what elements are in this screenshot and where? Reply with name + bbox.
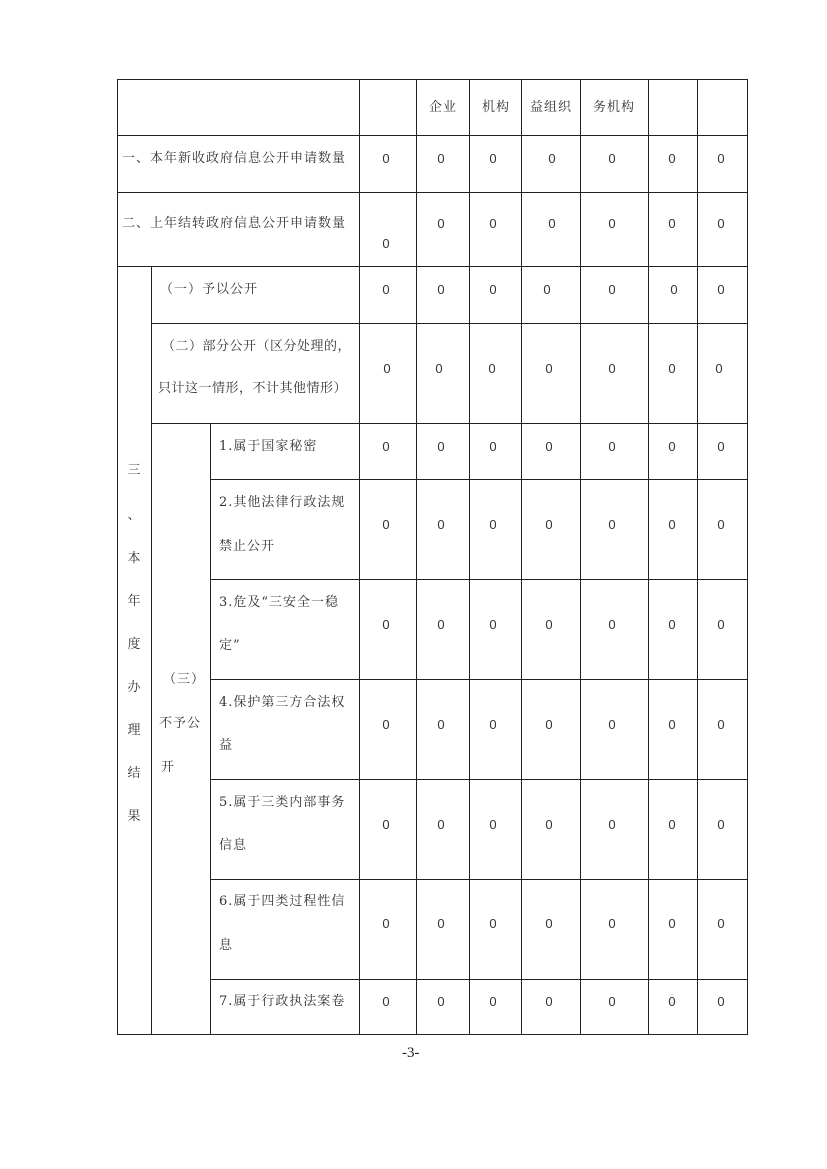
cell-value: 0	[437, 817, 445, 832]
cell-value: 0	[489, 817, 497, 832]
cell-value: 0	[382, 916, 390, 931]
cell-value: 0	[382, 994, 390, 1009]
cell-value: 0	[382, 236, 390, 251]
cell-value: 0	[715, 361, 723, 376]
section3-char: 年	[127, 594, 141, 609]
cell-value: 0	[668, 361, 676, 376]
cell-value: 0	[382, 617, 390, 632]
cell-value: 0	[608, 517, 616, 532]
cell-value: 0	[608, 916, 616, 931]
row-label-process-info-line2: 息	[219, 938, 234, 953]
cell-value: 0	[437, 916, 445, 931]
row-label-third-party-line2: 益	[219, 738, 234, 753]
cell-value: 0	[382, 717, 390, 732]
cell-value: 0	[489, 439, 497, 454]
row-label-carried-over: 二、上年结转政府信息公开申请数量	[122, 216, 347, 231]
cell-value: 0	[489, 617, 497, 632]
cell-value: 0	[382, 517, 390, 532]
cell-value: 0	[668, 717, 676, 732]
cell-value: 0	[488, 361, 496, 376]
cell-value: 0	[545, 994, 553, 1009]
section3-char: 三	[127, 463, 141, 478]
row-label-partially-open-line1: （二）部分公开（区分处理的，	[162, 339, 352, 354]
cell-value: 0	[668, 151, 676, 166]
cell-value: 0	[437, 216, 445, 231]
cell-value: 0	[437, 282, 445, 297]
row-label-fully-open: （一）予以公开	[160, 282, 259, 297]
cell-value: 0	[668, 916, 676, 931]
header-col-public-welfare: 益组织	[530, 100, 573, 115]
cell-value: 0	[548, 151, 556, 166]
cell-value: 0	[668, 439, 676, 454]
row-label-other-laws-line1: 2.其他法律行政法规	[219, 495, 346, 510]
cell-value: 0	[668, 994, 676, 1009]
cell-value: 0	[717, 994, 725, 1009]
row-label-state-secret: 1.属于国家秘密	[219, 439, 318, 454]
cell-value: 0	[382, 151, 390, 166]
cell-value: 0	[437, 517, 445, 532]
row-label-process-info-line1: 6.属于四类过程性信	[219, 894, 346, 909]
cell-value: 0	[489, 916, 497, 931]
cell-value: 0	[717, 916, 725, 931]
cell-value: 0	[489, 151, 497, 166]
cell-value: 0	[545, 817, 553, 832]
cell-value: 0	[608, 817, 616, 832]
header-col-institution: 机构	[482, 100, 511, 115]
cell-value: 0	[489, 994, 497, 1009]
page-number: -3-	[402, 1045, 420, 1061]
cell-value: 0	[717, 282, 725, 297]
row-label-internal-affairs-line2: 信息	[219, 838, 248, 853]
cell-value: 0	[717, 717, 725, 732]
section3-char: 本	[127, 551, 141, 566]
cell-value: 0	[668, 216, 676, 231]
cell-value: 0	[437, 439, 445, 454]
section3-char: 度	[127, 637, 141, 652]
cell-value: 0	[437, 151, 445, 166]
cell-value: 0	[670, 282, 678, 297]
cell-value: 0	[543, 282, 551, 297]
row-label-internal-affairs-line1: 5.属于三类内部事务	[219, 795, 346, 810]
cell-value: 0	[608, 361, 616, 376]
cell-value: 0	[545, 439, 553, 454]
cell-value: 0	[608, 717, 616, 732]
row-label-three-safety-line1: 3.危及“三安全一稳	[219, 595, 340, 610]
section3-char: 办	[127, 680, 141, 695]
cell-value: 0	[489, 517, 497, 532]
cell-value: 0	[717, 617, 725, 632]
cell-value: 0	[545, 617, 553, 632]
cell-value: 0	[668, 517, 676, 532]
not-open-label-line1: （三）	[163, 672, 206, 687]
cell-value: 0	[435, 361, 443, 376]
row-label-third-party-line1: 4.保护第三方合法权	[219, 695, 346, 710]
cell-value: 0	[437, 617, 445, 632]
cell-value: 0	[545, 916, 553, 931]
header-col-service-agency: 务机构	[593, 100, 636, 115]
cell-value: 0	[668, 617, 676, 632]
cell-value: 0	[545, 517, 553, 532]
section3-char: 结	[127, 766, 141, 781]
cell-value: 0	[382, 282, 390, 297]
cell-value: 0	[717, 817, 725, 832]
cell-value: 0	[608, 282, 616, 297]
cell-value: 0	[489, 717, 497, 732]
cell-value: 0	[545, 361, 553, 376]
section3-char: 果	[127, 809, 141, 824]
cell-value: 0	[437, 717, 445, 732]
cell-value: 0	[382, 817, 390, 832]
cell-value: 0	[717, 439, 725, 454]
cell-value: 0	[717, 151, 725, 166]
not-open-label-line3: 开	[161, 760, 176, 775]
cell-value: 0	[608, 617, 616, 632]
cell-value: 0	[548, 216, 556, 231]
row-label-other-laws-line2: 禁止公开	[219, 539, 276, 554]
section3-char: 理	[127, 723, 141, 738]
cell-value: 0	[668, 817, 676, 832]
cell-value: 0	[608, 994, 616, 1009]
cell-value: 0	[717, 517, 725, 532]
header-col-enterprise: 企业	[429, 100, 458, 115]
not-open-label-line2: 不予公	[159, 716, 202, 731]
cell-value: 0	[382, 439, 390, 454]
cell-value: 0	[489, 282, 497, 297]
section3-char: 、	[127, 508, 141, 523]
cell-value: 0	[608, 216, 616, 231]
cell-value: 0	[383, 361, 391, 376]
cell-value: 0	[437, 994, 445, 1009]
cell-value: 0	[545, 717, 553, 732]
cell-value: 0	[717, 216, 725, 231]
row-label-enforcement-dossier: 7.属于行政执法案卷	[219, 994, 346, 1009]
row-label-new-requests: 一、本年新收政府信息公开申请数量	[122, 151, 347, 166]
row-label-partially-open-line2: 只计这一情形，不计其他情形）	[158, 381, 348, 396]
cell-value: 0	[608, 439, 616, 454]
cell-value: 0	[489, 216, 497, 231]
cell-value: 0	[608, 151, 616, 166]
row-label-three-safety-line2: 定”	[219, 638, 241, 653]
